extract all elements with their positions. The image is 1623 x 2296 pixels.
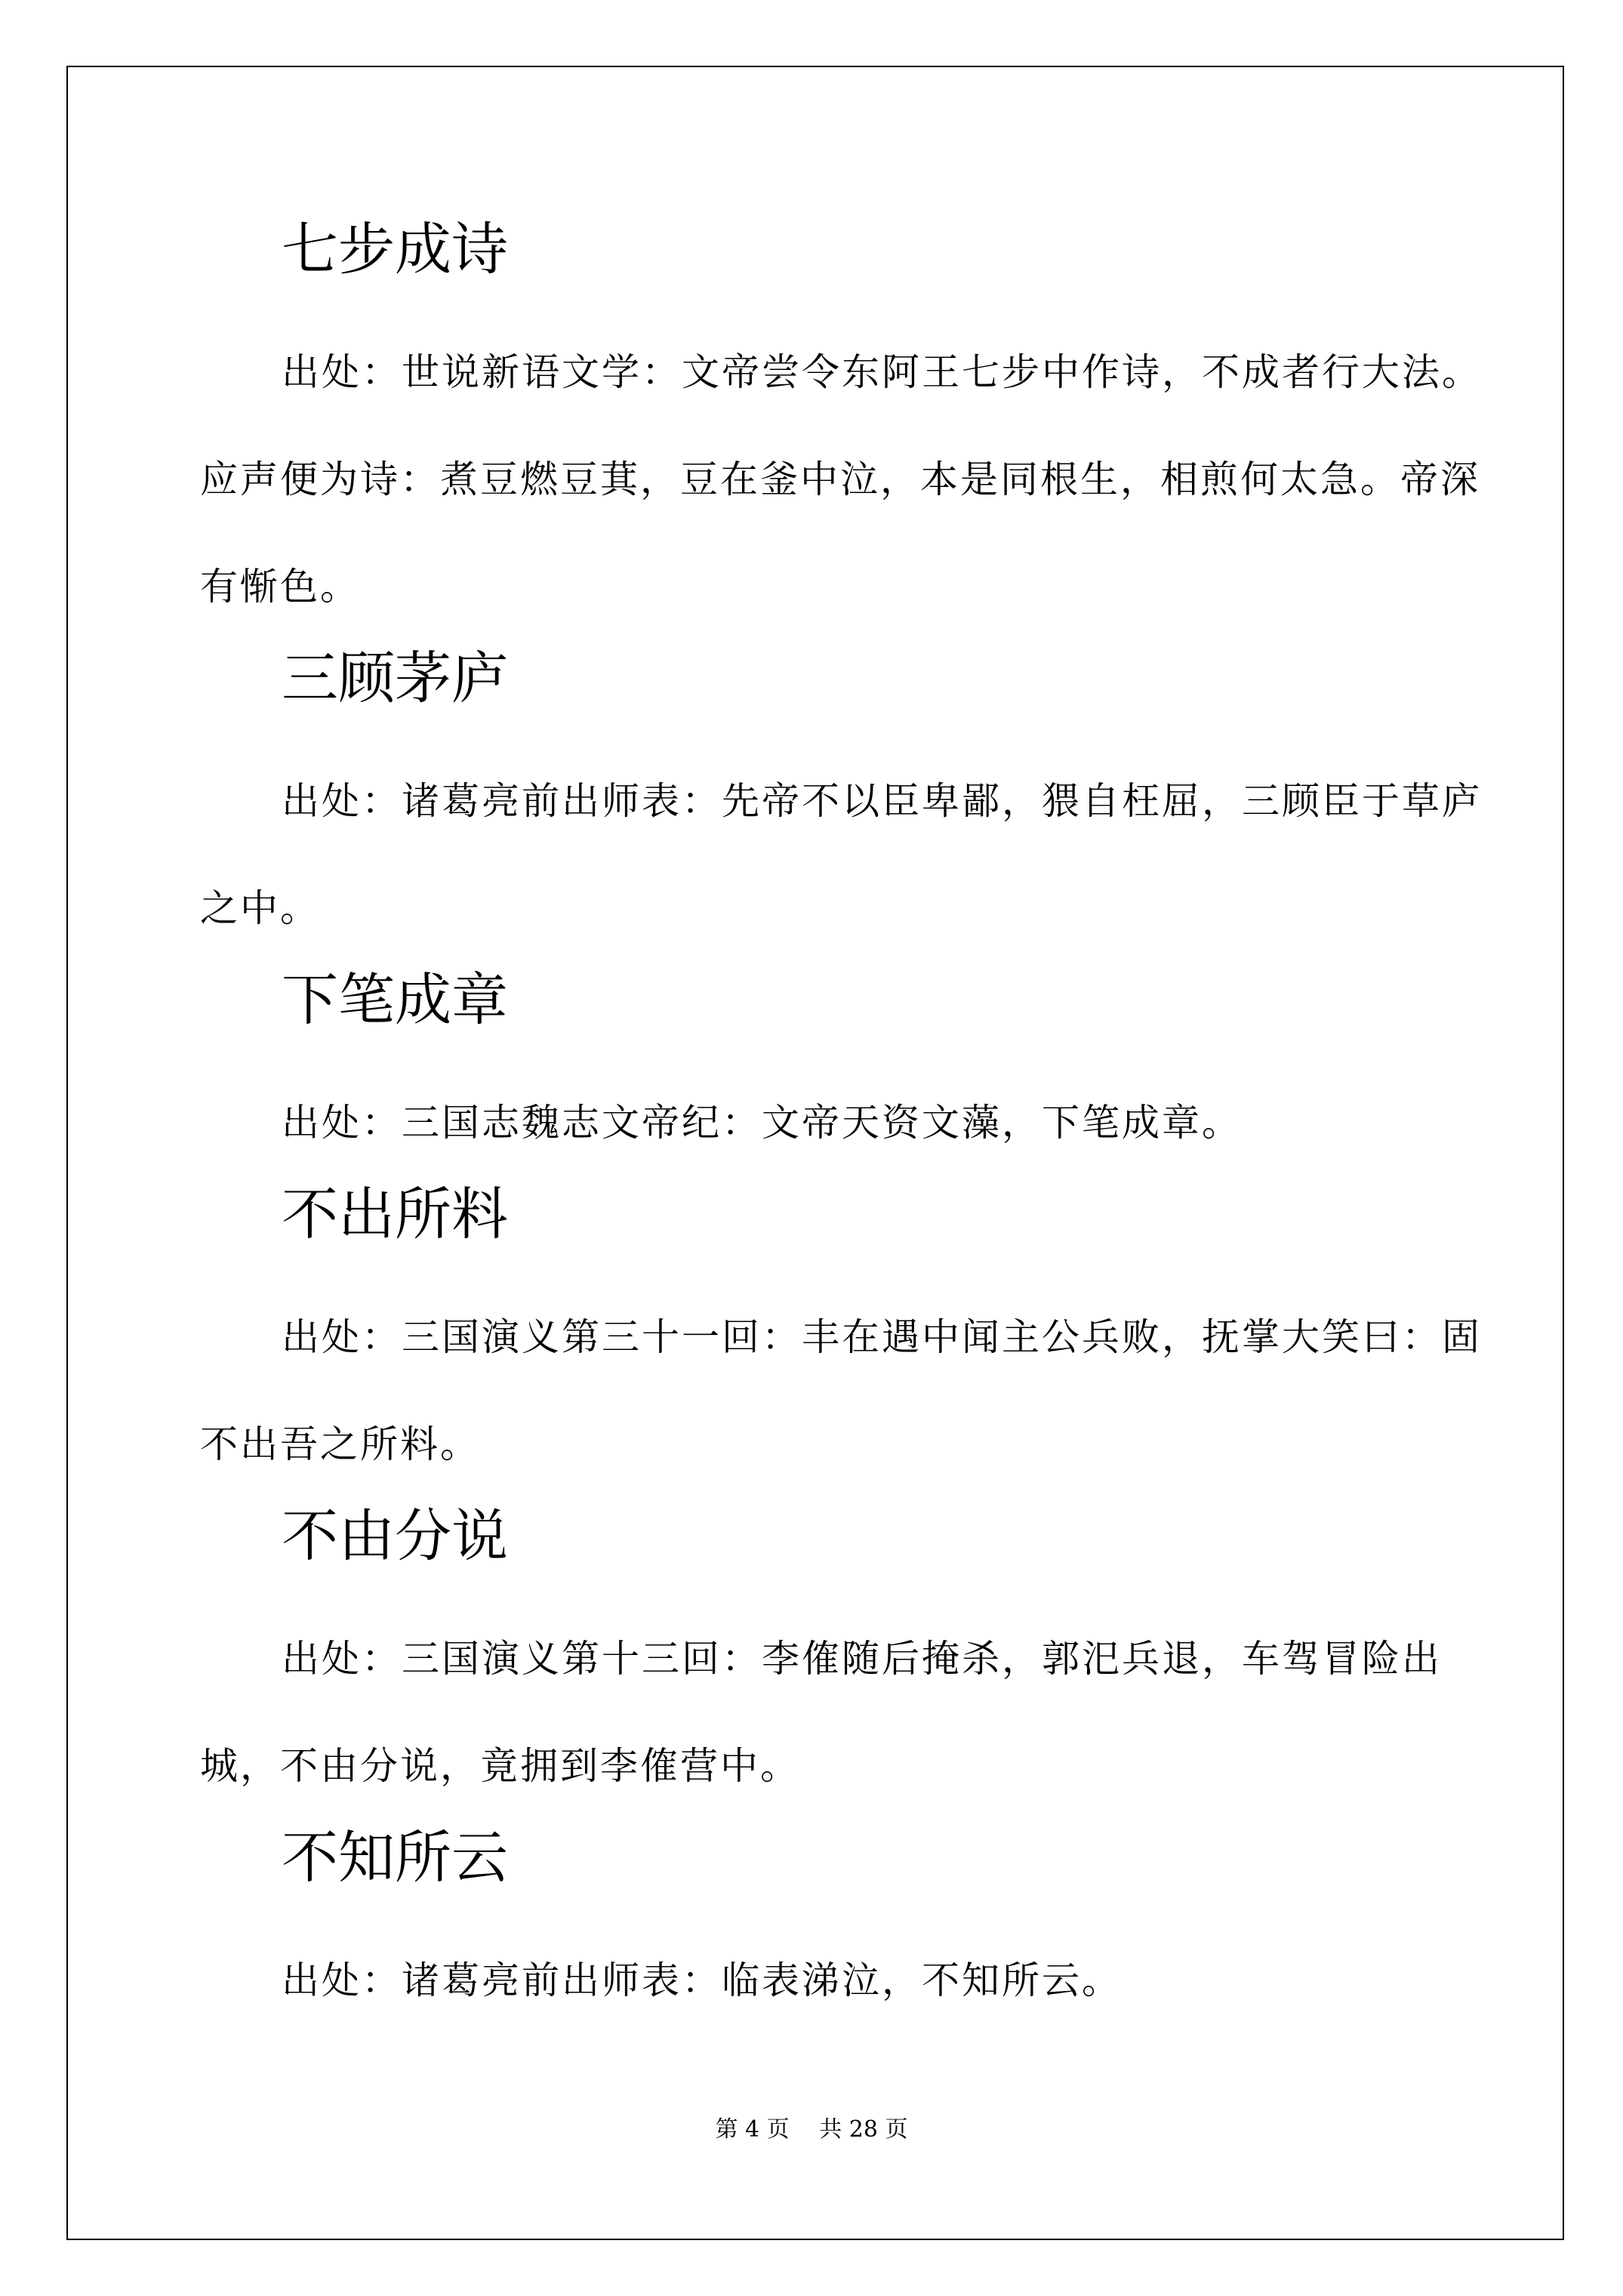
page-footer — [0, 2110, 1623, 2143]
page-total: 共 28 页 — [819, 2116, 908, 2143]
idiom-title: 三顾茅庐 — [282, 645, 509, 711]
idiom-source: 出处：三国志魏志文帝纪：文帝天资文藻，下笔成章。 — [282, 1101, 1242, 1145]
idiom-title: 不由分说 — [282, 1502, 509, 1569]
idiom-title: 不出所料 — [282, 1181, 509, 1247]
document-body — [200, 211, 1483, 2034]
idiom-title: 不知所云 — [282, 1824, 509, 1891]
idiom-source: 出处：世说新语文学：文帝尝令东阿王七步中作诗，不成者行大法。应声便为诗：煮豆燃豆萁，豆在釜中泣，本是同根生，相煎何太急。帝深有惭色。 — [200, 350, 1482, 609]
page-number: 第 4 页 — [715, 2116, 790, 2143]
idiom-source: 出处：三国演义第十三回：李傕随后掩杀，郭汜兵退，车驾冒险出城，不由分说，竟拥到李傕营中。 — [200, 1637, 1442, 1788]
idiom-title: 七步成诗 — [282, 216, 509, 282]
idiom-source: 出处：诸葛亮前出师表：临表涕泣，不知所云。 — [282, 1959, 1122, 2002]
idiom-source: 出处：诸葛亮前出师表：先帝不以臣卑鄙，猥自枉屈，三顾臣于草庐之中。 — [200, 779, 1482, 930]
idiom-source: 出处：三国演义第三十一回：丰在遇中闻主公兵败，抚掌大笑曰：固不出吾之所料。 — [200, 1315, 1482, 1466]
idiom-title: 下笔成章 — [282, 966, 509, 1033]
